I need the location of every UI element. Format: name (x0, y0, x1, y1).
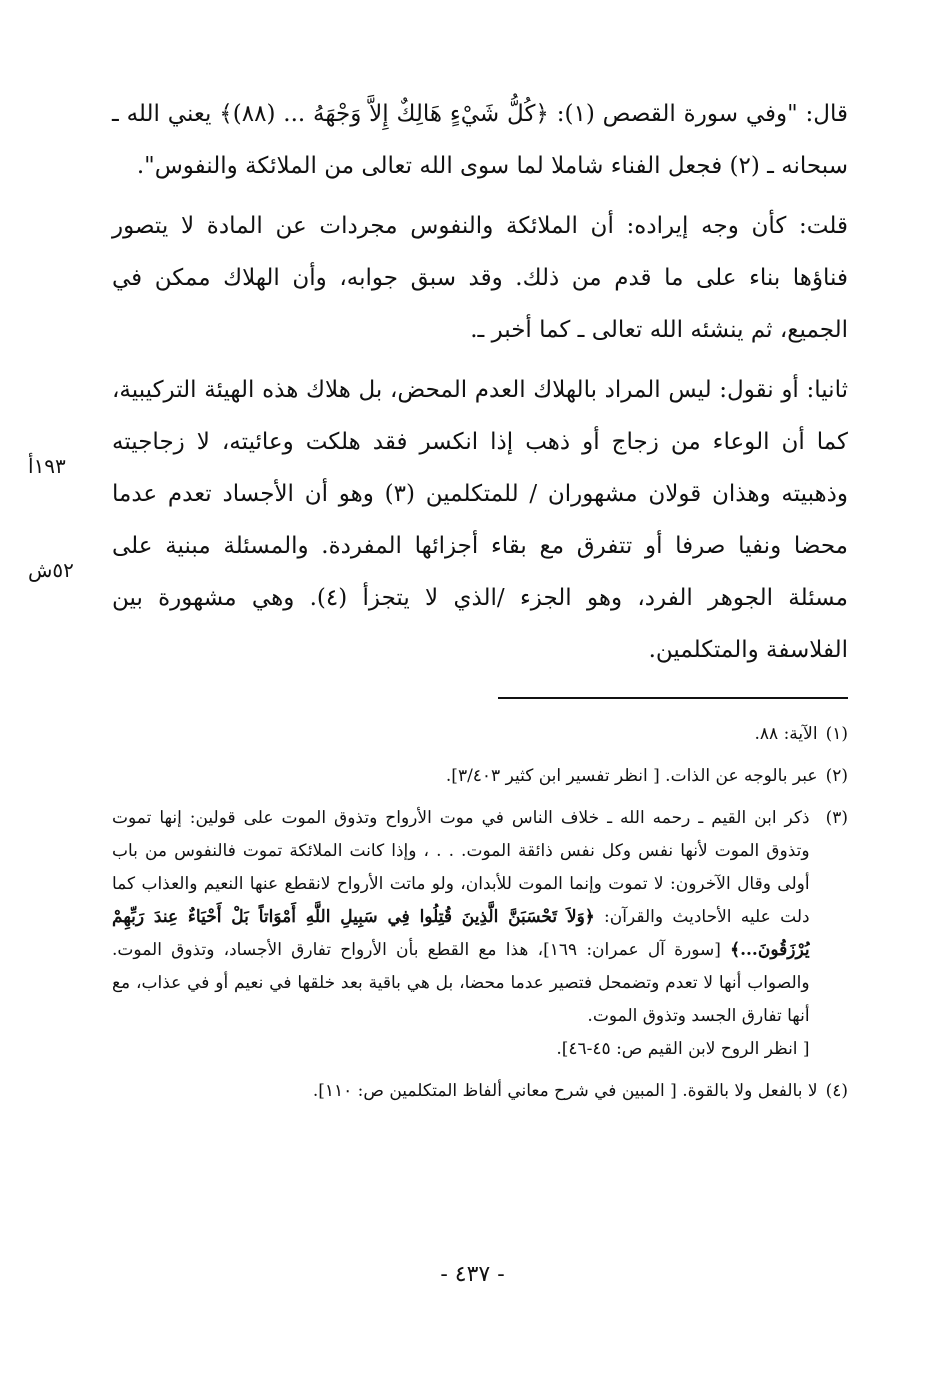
footnote-text-part-a: ذكر ابن القيم ـ رحمه الله ـ خلاف الناس في موت الأرواح وتذوق الموت على قولين: إنها تموت وتذوق الموت لأنها نفس وكل نفس ذائقة الموت. . . ، وإذا كانت الملائكة تموت فالنفوس من باب أولى وقال الآخرون: لا تموت وإنما الموت للأبدان، ولو ماتت الأرواح لانقطع عنها النعيم والعذاب كما دلت عليه الأحاديث والقرآن: (112, 808, 810, 927)
footnote-3 (112, 802, 848, 1066)
footnote-reference: [ انظر الروح لابن القيم ص: ٤٥-٤٦]. (556, 1039, 810, 1059)
footnotes (112, 718, 848, 1117)
main-text (112, 88, 848, 676)
footnote-text: عبر بالوجه عن الذات. [ انظر تفسير ابن كثير ٣/٤٠٣]. (445, 766, 818, 786)
paragraph-1: قال: "وفي سورة القصص (١): ﴿كُلُّ شَيْءٍ هَالِكٌ إِلاَّ وَجْهَهُ ... (٨٨)﴾ يعني الله ـ سبحانه ـ (٢) فجعل الفناء شاملا لما سوى الله تعالى من الملائكة والنفوس". (112, 101, 849, 179)
quran-verse: ﴿وَلاَ تَحْسَبَنَّ الَّذِينَ قُتِلُوا فِي سَبِيلِ اللَّهِ أَمْوَاتاً بَلْ أَحْيَاءٌ عِندَ رَبِّهِمْ يُرْزَقُونَ...﴾ (112, 907, 810, 960)
footnote-body (112, 802, 810, 1066)
footnote-separator (498, 697, 848, 699)
footnote-number: (٢) (825, 766, 848, 786)
manuscript-folio-note-2: ٥٢ش (28, 558, 74, 582)
footnote-text (112, 802, 810, 1033)
paragraph-2: قلت: كأن وجه إيراده: أن الملائكة والنفوس مجردات عن المادة لا يتصور فناؤها بناء على ما قدم من ذلك. وقد سبق جوابه، وأن الهلاك ممكن في الجميع، ثم ينشئه الله تعالى ـ كما أخبر ـ. (112, 213, 848, 343)
footnote-1 (112, 718, 848, 751)
footnote-number: (٤) (825, 1081, 848, 1101)
footnote-2 (112, 760, 848, 793)
footnote-text: لا بالفعل ولا بالقوة. [ المبين في شرح معاني ألفاظ المتكلمين ص: ١١٠]. (312, 1081, 818, 1101)
manuscript-folio-note-1: ١٩٣أ (28, 454, 66, 478)
page-number: - ٤٣٧ - (440, 1262, 505, 1287)
footnote-text-part-b: [سورة آل عمران: ١٦٩]، هذا مع القطع بأن الأرواح تفارق الأجساد، وتذوق الموت. والصواب أنها لا تعدم وتضمحل فتصير عدما محضا، بل هي باقية بعد خلقها في نعيم أو في عذاب، مع أنها تفارق الجسد وتذوق الموت. (112, 940, 810, 1026)
footnote-number: (١) (825, 724, 848, 744)
paragraph-3: ثانيا: أو نقول: ليس المراد بالهلاك العدم المحض، بل هلاك هذه الهيئة التركيبية، كما أن الوعاء من زجاج أو ذهب إذا انكسر فقد هلكت وعائيته، لا زجاجيته وذهبيته وهذان قولان مشهوران / للمتكلمين (٣) وهو أن الأجساد تعدم عدما محضا ونفيا صرفا أو تتفرق مع بقاء أجزائها المفردة. والمسئلة مبنية على مسئلة الجوهر الفرد، وهو الجزء /الذي لا يتجزأ (٤). وهي مشهورة بين الفلاسفة والمتكلمين. (112, 377, 849, 663)
footnote-4 (112, 1075, 848, 1108)
footnote-number: (٣) (825, 808, 848, 828)
footnote-text: الآية: ٨٨. (754, 724, 818, 744)
